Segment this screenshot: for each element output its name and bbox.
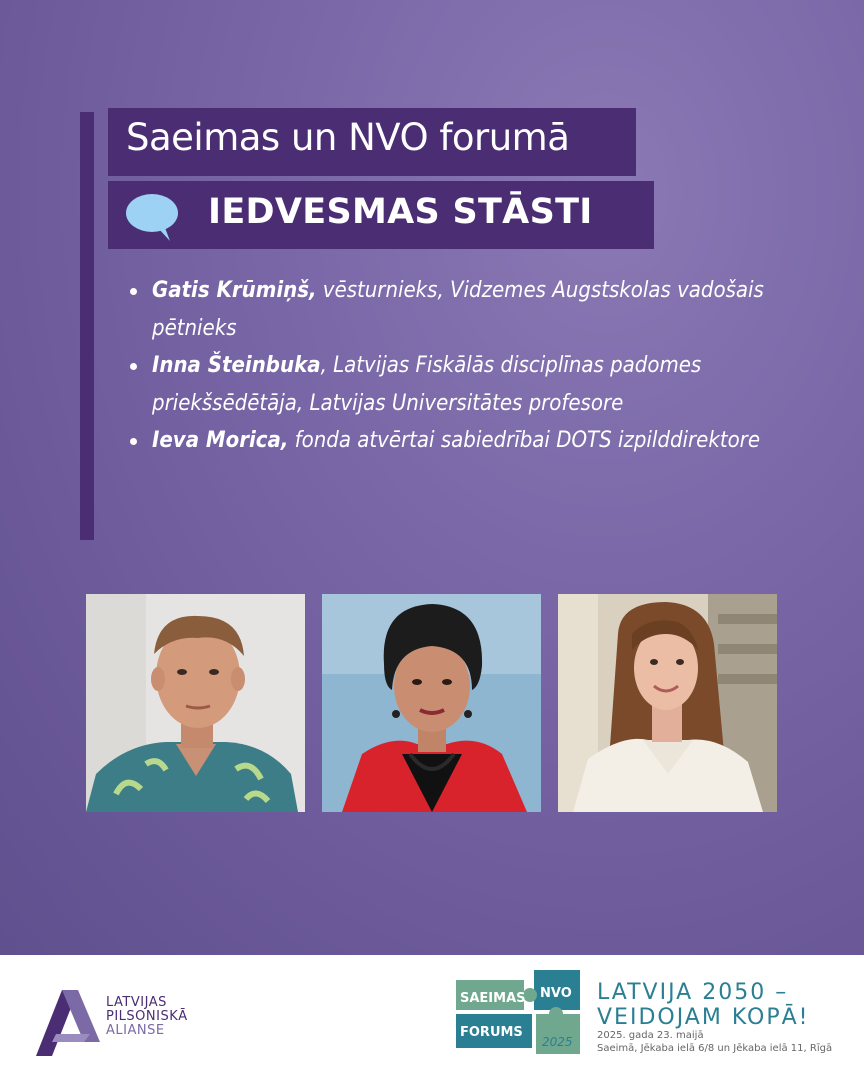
forum-date: 2025. gada 23. maijā (597, 1030, 704, 1041)
org-logo-line-2: PILSONISKĀ (106, 1009, 188, 1024)
saeimas-nvo-forums-logo (456, 970, 584, 1054)
forum-location: Saeimā, Jēkaba ielā 6/8 un Jēkaba ielā 11, Rīgā (597, 1043, 833, 1054)
speaker-item (128, 272, 768, 347)
speaker-photo-3 (558, 594, 777, 812)
forum-logo-word-3: FORUMS (460, 1025, 523, 1040)
org-logo-line-1: LATVIJAS (106, 995, 167, 1010)
org-logo-text (106, 996, 188, 1038)
speaker-role: , Latvijas Fiskālās disciplīnas padomes priekšsēdētāja, Latvijas Universitātes profesore (152, 353, 702, 416)
tagline-line-2: VEIDOJAM KOPĀ! (597, 1005, 810, 1030)
portrait-woman-white-image (558, 594, 777, 812)
speaker-name: Inna Šteinbuka (152, 353, 321, 378)
forum-logo-year: 2025 (542, 1035, 573, 1049)
portrait-woman-red-image (322, 594, 541, 812)
latvijas-pilsoniska-alianse-logo-icon (32, 984, 102, 1056)
speech-bubble-icon (124, 192, 180, 242)
accent-bar (80, 112, 94, 540)
forum-details (597, 1029, 832, 1055)
speaker-item (128, 422, 768, 460)
speaker-name: Ieva Morica, (152, 428, 289, 453)
org-logo-line-3: ALIANSE (106, 1023, 165, 1038)
speaker-role: fonda atvērtai sabiedrībai DOTS izpilddirektore (288, 428, 760, 453)
speaker-photo-2 (322, 594, 541, 812)
speaker-role: vēsturnieks, Vidzemes Augstskolas vadošais pētnieks (152, 278, 764, 341)
poster-title: Saeimas un NVO forumā (126, 116, 570, 159)
speaker-photo-1 (86, 594, 305, 812)
speaker-name: Gatis Krūmiņš, (152, 278, 317, 303)
forum-logo-word-2: NVO (540, 986, 572, 1001)
forum-tagline (597, 980, 810, 1030)
speaker-list (128, 272, 768, 460)
portrait-man-image (86, 594, 305, 812)
poster-subtitle: IEDVESMAS STĀSTI (208, 192, 593, 232)
speaker-item (128, 347, 768, 422)
forum-logo-word-1: SAEIMAS (460, 991, 526, 1006)
tagline-line-1: LATVIJA 2050 – (597, 980, 789, 1005)
